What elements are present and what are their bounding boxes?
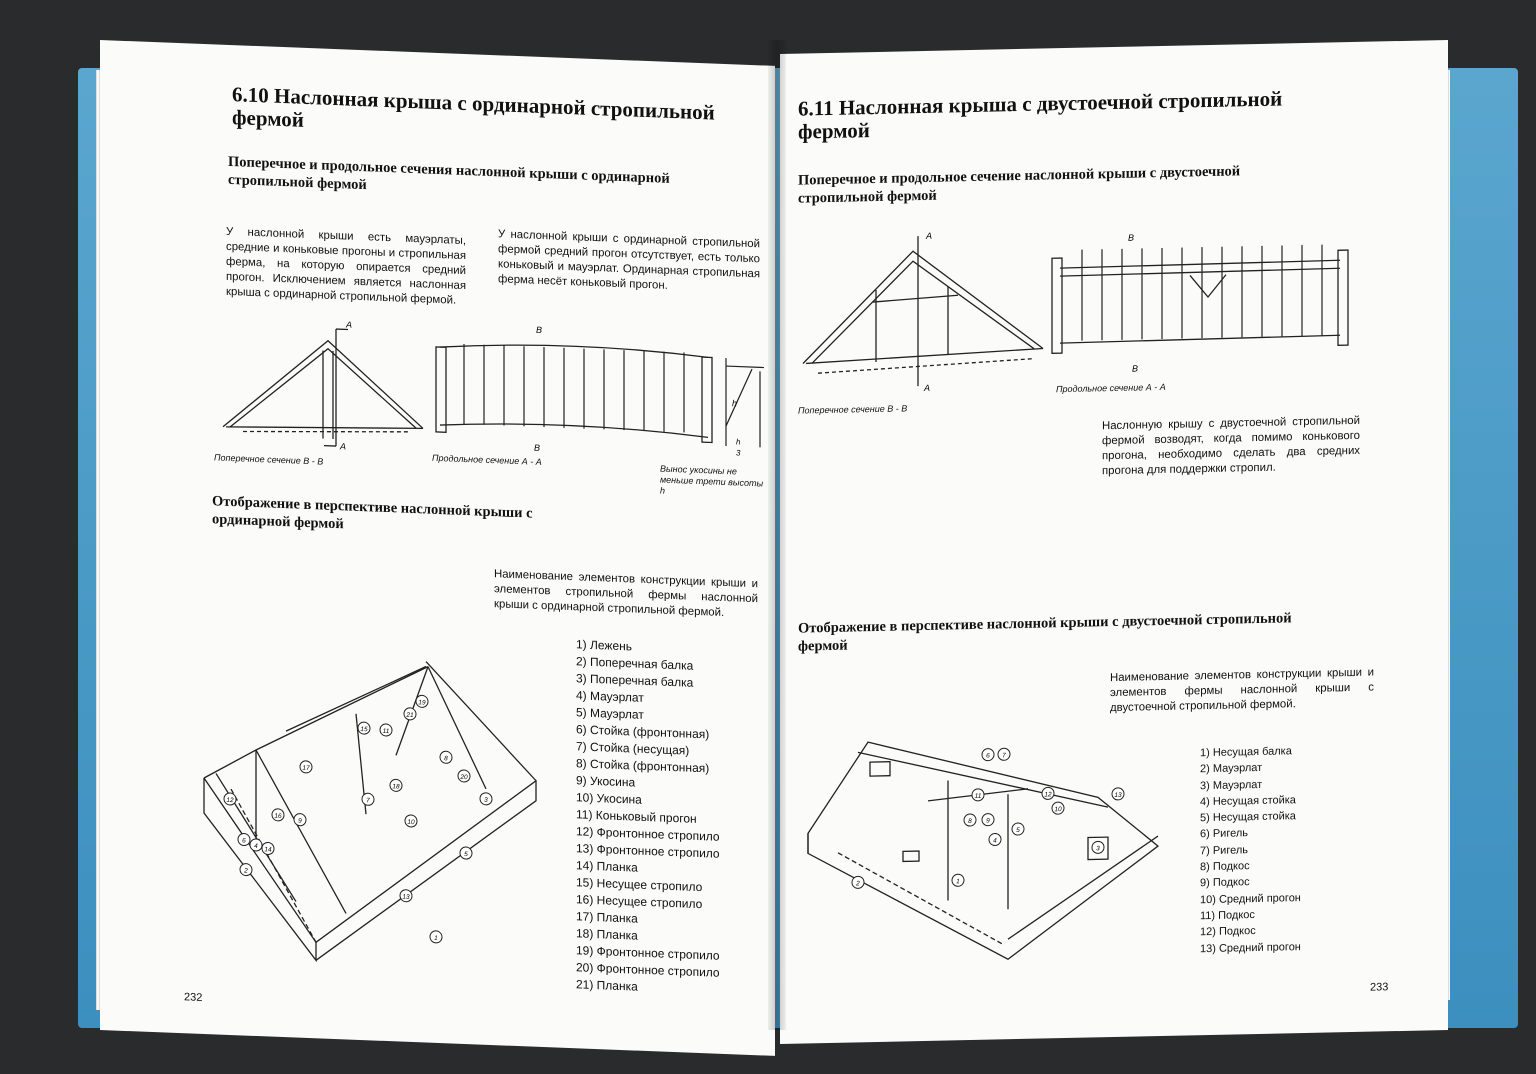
part-item: 4) Несущая стойка	[1200, 794, 1296, 809]
section-label-a-bottom: A	[340, 441, 347, 452]
fraction-denominator: 3	[736, 448, 741, 458]
part-item: 5) Несущая стойка	[1200, 810, 1296, 825]
left-paragraph-1: У наслонной крыши есть мауэрлаты, средние и коньковые прогоны и стропильная ферма, на которую опирается средний прогон. Исключением является наслонная крыша с ординарной стропильной фермой.	[226, 225, 466, 307]
height-label: h	[732, 398, 738, 409]
right-paragraph-1: Наслонную крышу с двустоечной стропильной фермой возводят, когда помимо конькового прогона, необходимо сделать два средних прогона для поддержки стропил.	[1102, 414, 1360, 478]
callout-number: 11	[974, 792, 982, 800]
callout-number: 14	[264, 846, 272, 854]
callout-number: 17	[302, 764, 310, 773]
part-item: 12) Подкос	[1200, 925, 1256, 939]
part-item: 11) Подкос	[1200, 909, 1255, 923]
part-item: 3) Поперечная балка	[576, 671, 694, 690]
part-item: 4) Мауэрлат	[576, 688, 644, 705]
part-item: 2) Мауэрлат	[1200, 762, 1263, 776]
part-item: 2) Поперечная балка	[576, 654, 694, 673]
left-caption-long: Продольное сечение А - А	[432, 452, 542, 467]
part-item: 13) Фронтонное стропило	[576, 841, 720, 861]
left-caption-cross: Поперечное сечение В - В	[214, 452, 324, 467]
part-item: 3) Мауэрлат	[1200, 778, 1263, 792]
callout-number: 13	[1114, 791, 1122, 799]
right-list-intro: Наименование элементов конструкции крыши и элементов фермы наслонной крыши с двустоечной стропильной фермой.	[1110, 666, 1374, 715]
fraction-numerator: h	[736, 437, 741, 447]
callout-number: 8	[968, 817, 972, 826]
callout-number: 8	[444, 755, 448, 763]
right-perspective-figure	[798, 696, 1178, 974]
part-item: 1) Лежень	[576, 637, 632, 654]
part-item: 10) Укосина	[576, 790, 642, 807]
left-page-number: 232	[184, 991, 203, 1004]
callout-number: 5	[464, 850, 468, 859]
callout-number: 18	[392, 783, 400, 791]
left-caption-brace: Вынос укосины не меньше трети высоты h	[660, 463, 764, 496]
callout-number: 1	[956, 878, 960, 886]
left-long-section-figure	[434, 315, 714, 461]
right-page-number: 233	[1370, 981, 1389, 994]
left-subheading-2: Отображение в перспективе наслонной крыши с ординарной фермой	[212, 493, 533, 533]
left-brace-detail-figure	[720, 356, 770, 463]
right-section-b-bottom: B	[1132, 363, 1139, 374]
callout-number: 12	[1044, 791, 1052, 799]
left-cross-section-figure	[218, 317, 428, 455]
left-heading: 6.10 Наслонная крыша с ординарной стропильной фермой	[232, 82, 715, 132]
right-page	[780, 40, 1448, 1044]
right-section-b-top: B	[1128, 232, 1135, 243]
part-item: 7) Стойка (несущая)	[576, 739, 690, 758]
callout-number: 2	[856, 880, 860, 888]
left-callout-markers	[224, 688, 492, 945]
section-label-b-bottom: B	[534, 442, 541, 453]
part-item: 6) Стойка (фронтонная)	[576, 722, 710, 742]
right-parts-list	[1200, 741, 1400, 957]
part-item: 9) Подкос	[1200, 876, 1250, 890]
callout-number: 12	[226, 796, 234, 805]
callout-number: 9	[986, 817, 990, 825]
long-section-posts	[464, 344, 684, 432]
part-item: 11) Коньковый прогон	[576, 807, 697, 826]
right-caption-cross: Поперечное сечение В - В	[798, 403, 908, 416]
right-caption-long: Продольное сечение А - А	[1056, 381, 1166, 395]
callout-number: 19	[418, 699, 426, 707]
part-item: 16) Несущее стропило	[576, 892, 703, 912]
part-item: 21) Планка	[576, 977, 638, 994]
part-item: 14) Планка	[576, 858, 638, 875]
section-label-a-top: A	[346, 319, 353, 330]
callout-number: 4	[254, 842, 258, 851]
right-callout-markers	[852, 746, 1124, 889]
left-page	[100, 40, 775, 1056]
callout-number: 15	[360, 726, 368, 734]
callout-number: 20	[460, 773, 468, 782]
part-item: 7) Ригель	[1200, 843, 1248, 857]
part-item: 5) Мауэрлат	[576, 705, 644, 722]
left-parts-list	[576, 636, 775, 1001]
right-section-a-top: A	[926, 230, 933, 241]
callout-number: 10	[1054, 806, 1062, 814]
callout-number: 13	[402, 893, 410, 901]
right-cross-section-figure	[798, 218, 1048, 403]
callout-number: 3	[1096, 845, 1100, 853]
right-subheading-2: Отображение в перспективе наслонной крыши с двустоечной стропильной фермой	[798, 610, 1292, 655]
callout-number: 4	[993, 837, 997, 845]
callout-number: 3	[484, 796, 488, 804]
callout-number: 7	[366, 797, 370, 805]
callout-number: 6	[986, 752, 990, 760]
right-long-posts	[1082, 245, 1322, 341]
left-list-intro: Наименование элементов конструкции крыши и элементов стропильной фермы наслонной крыши с ординарной стропильной фермой.	[494, 568, 758, 619]
part-item: 20) Фронтонное стропило	[576, 960, 720, 980]
book-gutter-shadow	[768, 40, 786, 1030]
right-long-section-figure	[1050, 222, 1350, 378]
callout-number: 21	[406, 711, 414, 720]
section-label-b-top: B	[536, 324, 543, 335]
part-item: 8) Стойка (фронтонная)	[576, 756, 710, 776]
right-heading: 6.11 Наслонная крыша с двустоечной стропильной фермой	[798, 86, 1283, 144]
part-item: 15) Несущее стропило	[576, 875, 703, 895]
part-item: 1) Несущая балка	[1200, 745, 1292, 760]
callout-number: 5	[1016, 826, 1020, 835]
part-item: 6) Ригель	[1200, 827, 1248, 841]
left-paragraph-2: У наслонной крыши с ординарной стропильной фермой средний прогон отсутствует, есть только коньковый и мауэрлат. Ординарная стропильная ферма несёт коньковый прогон.	[498, 228, 760, 292]
callout-number: 10	[407, 818, 415, 827]
part-item: 13) Средний прогон	[1200, 940, 1301, 955]
callout-number: 7	[1002, 752, 1006, 760]
part-item: 9) Укосина	[576, 773, 636, 790]
callout-number: 9	[298, 817, 302, 825]
callout-number: 11	[382, 727, 390, 736]
part-item: 8) Подкос	[1200, 860, 1250, 874]
right-section-a-bottom: A	[924, 382, 931, 393]
part-item: 17) Планка	[576, 909, 638, 926]
part-item: 18) Планка	[576, 926, 638, 943]
callout-number: 16	[274, 812, 282, 820]
part-item: 19) Фронтонное стропило	[576, 943, 720, 963]
left-subheading-1: Поперечное и продольное сечения наслонной крыши с ординарной стропильной фермой	[228, 153, 670, 194]
callout-number: 2	[244, 867, 248, 875]
part-item: 10) Средний прогон	[1200, 891, 1301, 906]
callout-number: 6	[242, 837, 246, 845]
callout-number: 1	[434, 934, 438, 942]
part-item: 12) Фронтонное стропило	[576, 824, 720, 844]
left-perspective-figure	[196, 638, 556, 972]
right-subheading-1: Поперечное и продольное сечение наслонной крыши с двустоечной стропильной фермой	[798, 163, 1241, 207]
